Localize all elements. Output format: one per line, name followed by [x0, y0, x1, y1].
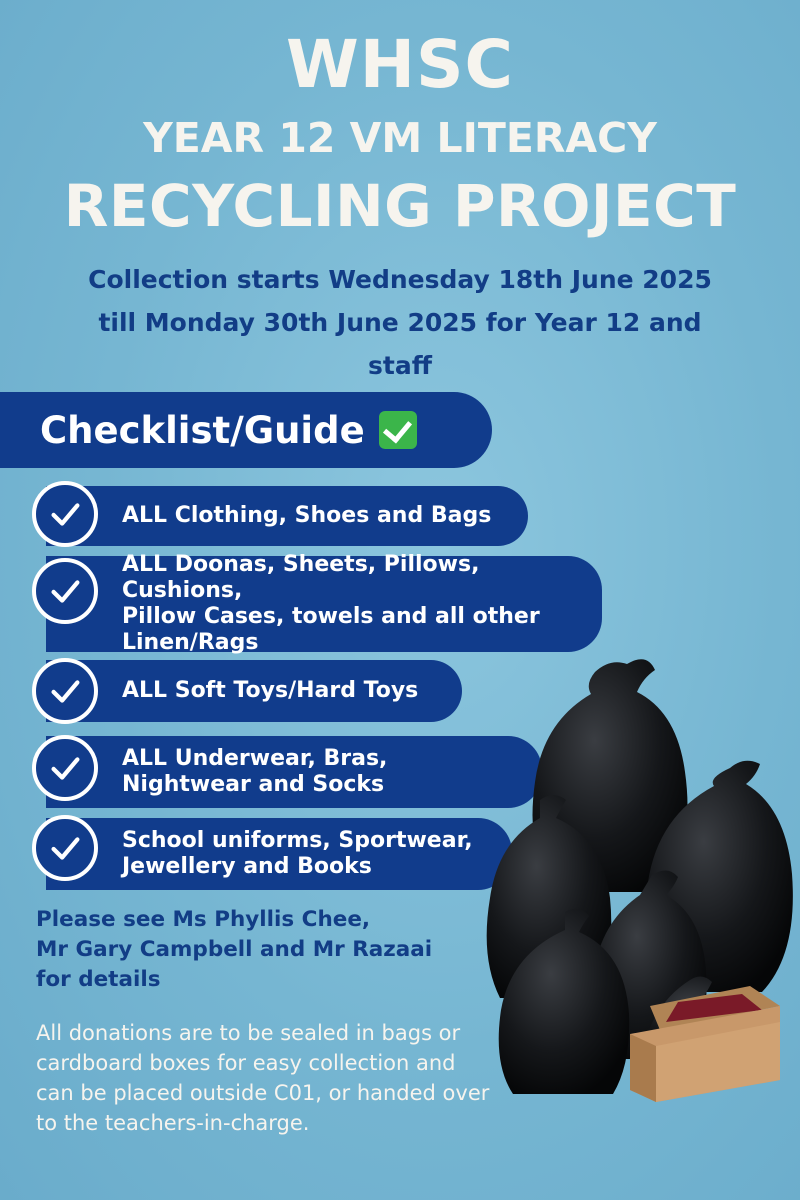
checkmark-icon: [32, 558, 98, 624]
checkmark-icon: [32, 481, 98, 547]
checklist-item-uniforms: [46, 818, 512, 890]
checkmark-icon: [32, 815, 98, 881]
collection-dates: [40, 258, 760, 387]
school-title: WHSC: [285, 26, 514, 103]
garbage-bags-illustration: [480, 650, 800, 1110]
checklist-item-text: Linen/Rags: [122, 630, 259, 655]
donation-line-3: can be placed outside C01, or handed over: [36, 1081, 490, 1105]
collection-line-2: till Monday 30th June 2025 for Year 12 and: [98, 308, 702, 337]
checklist-item-text: Jewellery and Books: [122, 854, 372, 879]
checklist-item-linen: [46, 552, 602, 655]
checklist-item-clothing: [46, 486, 528, 546]
collection-line-3: staff: [368, 351, 432, 380]
checklist-item-text: ALL Doonas, Sheets, Pillows, Cushions,: [122, 552, 480, 603]
checkmark-icon: [32, 658, 98, 724]
checklist-item-underwear: [46, 736, 542, 808]
contact-details: [36, 905, 506, 995]
donation-line-4: to the teachers-in-charge.: [36, 1111, 310, 1135]
checkmark-icon: [32, 735, 98, 801]
contact-line-2: Mr Gary Campbell and Mr Razaai: [36, 937, 433, 962]
checklist-title: Checklist/Guide: [40, 408, 365, 452]
checklist-item-text: ALL Soft Toys/Hard Toys: [122, 678, 419, 703]
checklist-item-text: Pillow Cases, towels and all other: [122, 604, 540, 629]
checklist-item-text: ALL Underwear, Bras,: [122, 746, 388, 771]
checklist-item-toys: [46, 660, 462, 722]
donation-line-2: cardboard boxes for easy collection and: [36, 1051, 456, 1075]
donation-instructions: [36, 1018, 556, 1138]
checklist-item-text: School uniforms, Sportwear,: [122, 828, 473, 853]
check-mark-button-icon: [379, 411, 417, 449]
checklist-item-text: ALL Clothing, Shoes and Bags: [122, 503, 492, 528]
project-title: RECYCLING PROJECT: [63, 172, 737, 240]
contact-line-3: for details: [36, 967, 161, 992]
checklist-banner: [0, 392, 492, 468]
collection-line-1: Collection starts Wednesday 18th June 2025: [88, 265, 712, 294]
donation-line-1: All donations are to be sealed in bags or: [36, 1021, 461, 1045]
checklist-item-text: Nightwear and Socks: [122, 772, 385, 797]
contact-line-1: Please see Ms Phyllis Chee,: [36, 907, 371, 932]
year-subtitle: YEAR 12 VM LITERACY: [143, 114, 657, 162]
